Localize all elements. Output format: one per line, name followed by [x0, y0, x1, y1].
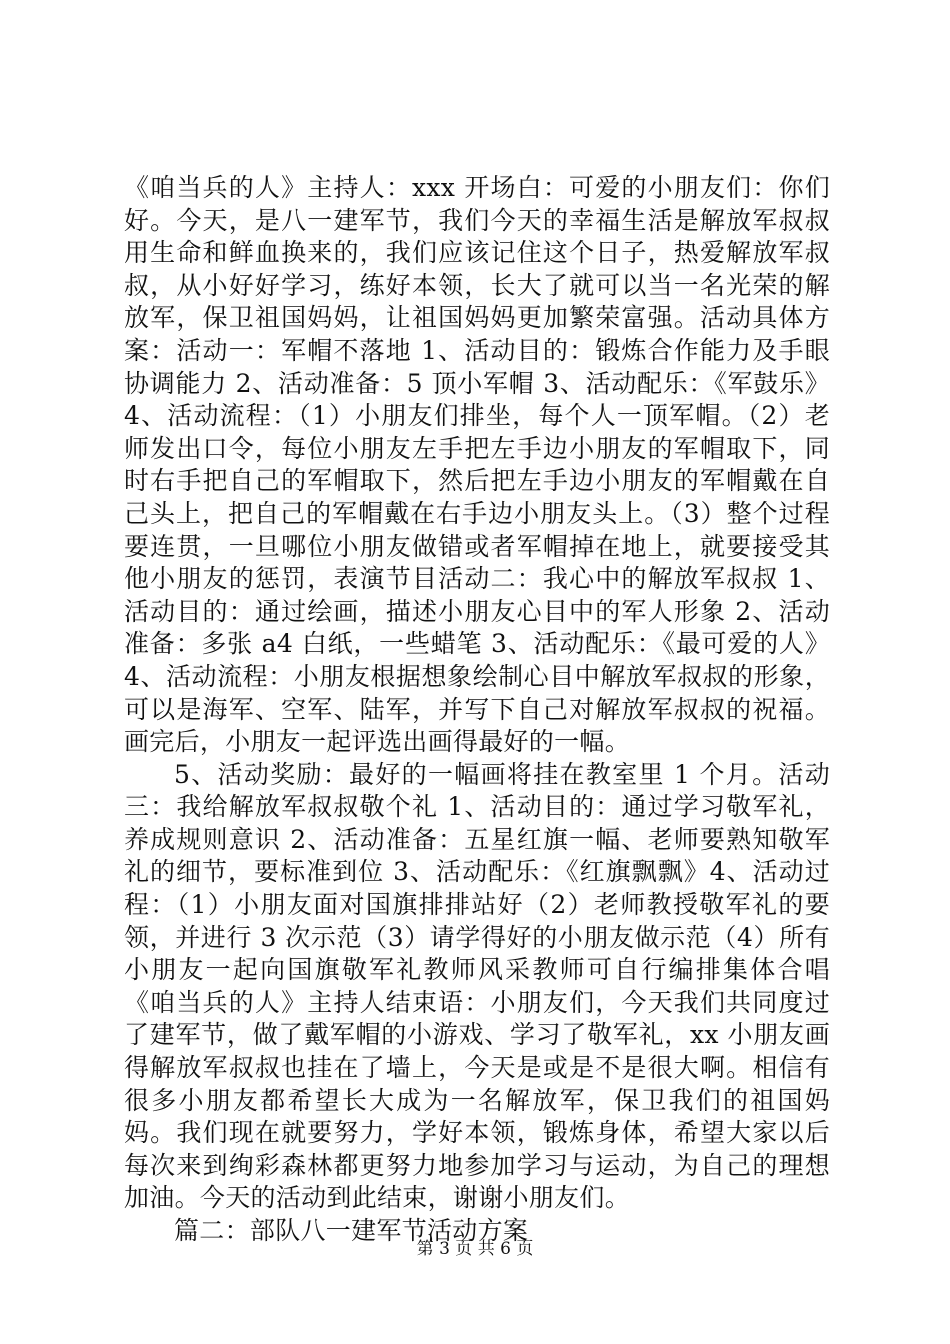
paragraph-2: 5、活动奖励：最好的一幅画将挂在教室里 1 个月。活动三：我给解放军叔叔敬个礼 1、活动目的：通过学习敬军礼，养成规则意识 2、活动准备：五星红旗一幅、老师要熟知敬军礼的细节，要标准到位 3、活动配乐：《红旗飘飘》4、活动过程：（1）小朋友面对国旗排排站好（2）老师教授敬军礼的要领，并进行 3 次示范（3）请学得好的小朋友做示范（4）所有小朋友一起向国旗敬军礼教师风采教师可自行编排集体合唱《咱当兵的人》主持人结束语：小朋友们，今天我们共同度过了建军节，做了戴军帽的小游戏、学习了敬军礼，xx 小朋友画得解放军叔叔也挂在了墙上，今天是或是不是很大啊。相信有很多小朋友都希望长大成为一名解放军，保卫我们的祖国妈妈。我们现在就要努力，学好本领，锻炼身体，希望大家以后每次来到绚彩森林都更努力地参加学习与运动，为自己的理想加油。今天的活动到此结束，谢谢小朋友们。 — [124, 759, 830, 1213]
document-body — [124, 172, 830, 1248]
page-footer: 第 3 页 共 6 页 — [416, 1239, 534, 1259]
section-heading: 篇二：部队八一建军节活动方案 — [174, 1216, 529, 1245]
paragraph-1: 《咱当兵的人》主持人：xxx 开场白：可爱的小朋友们：你们好。今天，是八一建军节，我们今天的幸福生活是解放军叔叔用生命和鲜血换来的，我们应该记住这个日子，热爱解放军叔叔，从小好好学习，练好本领，长大了就可以当一名光荣的解放军，保卫祖国妈妈，让祖国妈妈更加繁荣富强。活动具体方案：活动一：军帽不落地 1、活动目的：锻炼合作能力及手眼协调能力 2、活动准备：5 顶小军帽 3、活动配乐：《军鼓乐》4、活动流程：（1）小朋友们排坐，每个人一顶军帽。（2）老师发出口令，每位小朋友左手把左手边小朋友的军帽取下，同时右手把自己的军帽取下，然后把左手边小朋友的军帽戴在自己头上，把自己的军帽戴在右手边小朋友头上。（3）整个过程要连贯，一旦哪位小朋友做错或者军帽掉在地上，就要接受其他小朋友的惩罚，表演节目活动二：我心中的解放军叔叔 1、活动目的：通过绘画，描述小朋友心目中的军人形象 2、活动准备：多张 a4 白纸，一些蜡笔 3、活动配乐：《最可爱的人》4、活动流程：小朋友根据想象绘制心目中解放军叔叔的形象，可以是海军、空军、陆军，并写下自己对解放军叔叔的祝福。画完后，小朋友一起评选出画得最好的一幅。 — [124, 173, 830, 757]
